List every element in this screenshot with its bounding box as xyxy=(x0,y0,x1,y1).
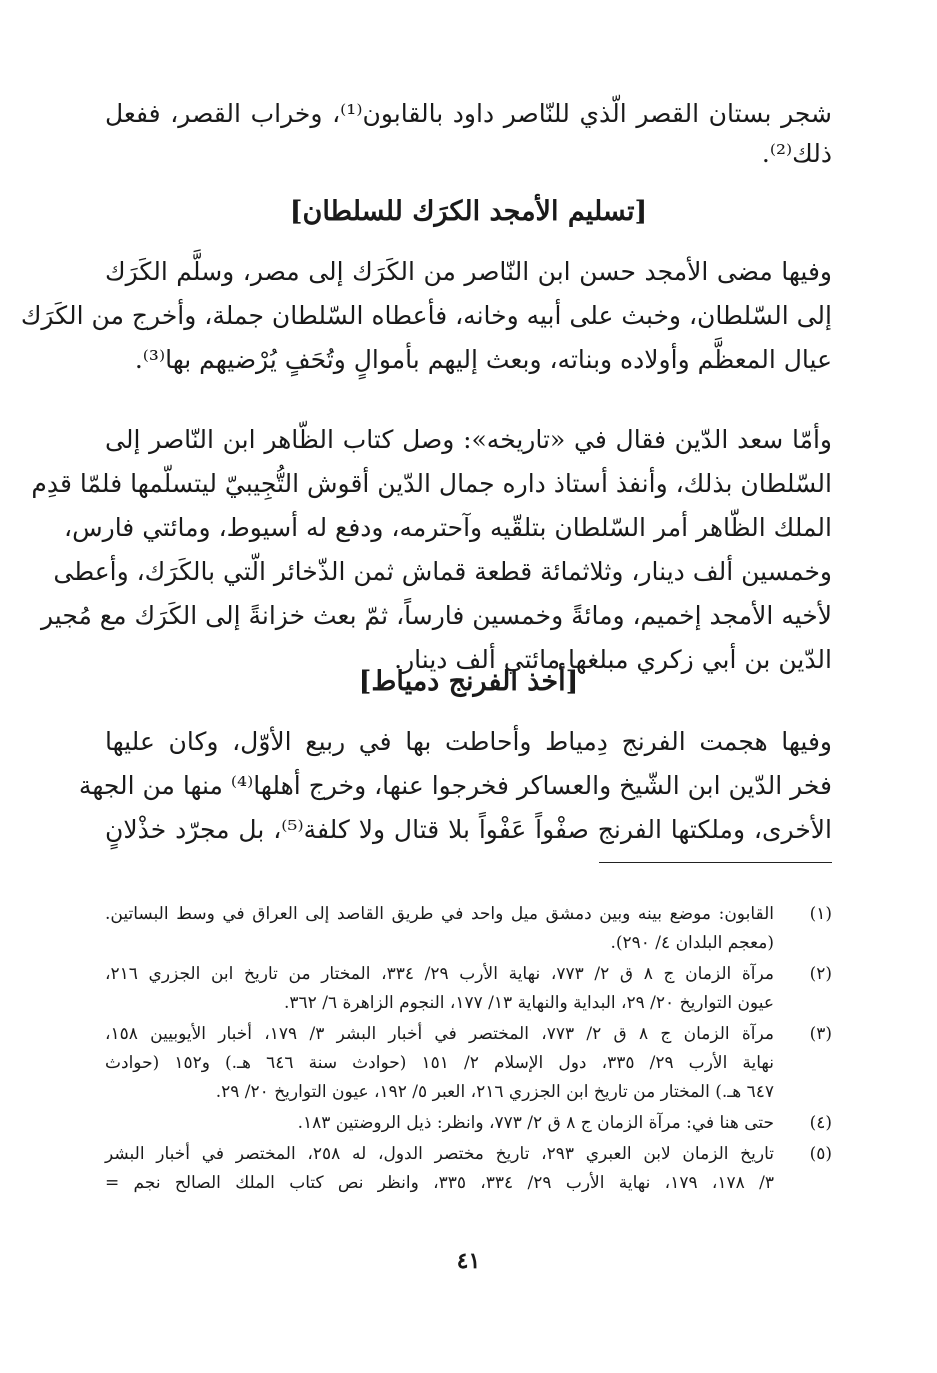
body-line: الأخرى، وملكتها الفرنج صفْواً عَفْواً بلا قتال ولا كلفة⁽⁵⁾، بل مجرّد خذْلانٍ xyxy=(105,815,832,844)
footnote-separator xyxy=(599,862,832,863)
section-heading: [أخذ الفرنج دمياط] xyxy=(358,666,579,697)
footnotes xyxy=(105,900,832,1210)
footnote-line: القابون: موضع بينه وبين دمشق ميل واحد في طريق القاصد إلى العراق في وسط البساتين. xyxy=(105,904,774,924)
body-line: شجر بستان القصر الّذي للنّاصر داود بالقابون⁽¹⁾، وخراب القصر، ففعل xyxy=(105,99,832,128)
body-line: وأمّا سعد الدّين فقال في «تاريخه»: وصل كتاب الظّاهر ابن النّاصر إلى xyxy=(105,425,832,454)
section-heading: [تسليم الأمجد الكرَك للسلطان] xyxy=(289,196,648,227)
body-line: وفيها هجمت الفرنج دِمياط وأحاطت بها في ربيع الأوّل، وكان عليها xyxy=(105,727,832,756)
footnote-line: عيون التواريخ ٢٠/ ٢٩، البداية والنهاية ١٣/ ١٧٧، النجوم الزاهرة ٦/ ٣٦٢. xyxy=(284,993,774,1013)
body-line: فخر الدّين ابن الشّيخ والعساكر فخرجوا عنها، وخرج أهلها⁽⁴⁾ منها من الجهة xyxy=(78,771,832,800)
footnote-3-cont xyxy=(105,1049,832,1078)
footnote-line: مرآة الزمان ج ٨ ق ٢/ ٧٧٣، المختصر في أخبار البشر ٣/ ١٧٩، أخبار الأيوبيين ١٥٨، xyxy=(105,1024,775,1044)
body-line: لأخيه الأمجد إخميم، ومائةً وخمسين فارساً، ثمّ بعث خزانةً إلى الكَرَك مع مُجير xyxy=(40,601,832,630)
footnote-line: ٦٤٧ هـ.) المختار من تاريخ ابن الجزري ٢١٦، العبر ٥/ ١٩٢، عيون التواريخ ٢٠/ ٢٩. xyxy=(215,1082,774,1102)
body-line: السّلطان بذلك، وأنفذ أستاذ داره جمال الدّين أقوش التُّجِيبيّ ليتسلّمها فلمّا قدِم xyxy=(31,469,832,498)
footnote-number: (١) xyxy=(809,904,832,924)
footnote-number: (٢) xyxy=(809,964,832,984)
page-number: ٤١ xyxy=(456,1248,481,1274)
footnote-4 xyxy=(105,1109,832,1138)
footnote-number: (٥) xyxy=(809,1144,832,1164)
body-line: وخمسين ألف دينار، وثلاثمائة قطعة قماش ثمن الذّخائر الّتي بالكَرَك، وأعطى xyxy=(53,557,832,586)
body-line: إلى السّلطان، وخبث على أبيه وخانه، فأعطاه السّلطان جملة، وأخرج من الكَرَك xyxy=(20,301,832,330)
footnote-line: مرآة الزمان ج ٨ ق ٢/ ٧٧٣، نهاية الأرب ٢٩/ ٣٣٤، المختار من تاريخ ابن الجزري ٢١٦، xyxy=(105,964,774,984)
body-line: ذلك⁽²⁾. xyxy=(761,139,832,168)
body-line: الدّين بن أبي زكري مبلغها مائتي ألف دينار. xyxy=(394,645,832,674)
footnote-number: (٤) xyxy=(809,1113,832,1133)
footnote-line: نهاية الأرب ٢٩/ ٣٣٥، دول الإسلام ٢/ ١٥١ (حوادث سنة ٦٤٦ هـ.) و١٥٢ (حوادث xyxy=(105,1053,774,1073)
footnote-number: (٣) xyxy=(809,1024,832,1044)
body-line: الملك الظّاهر أمر السّلطان بتلقّيه وآحترمه، ودفع له أسيوط، ومائتي فارس، xyxy=(64,513,832,542)
footnote-3 xyxy=(105,1020,832,1049)
footnote-5-cont xyxy=(105,1169,832,1198)
footnote-line: (معجم البلدان ٤/ ٢٩٠). xyxy=(610,933,774,953)
footnote-1 xyxy=(105,900,832,929)
footnote-1-cont xyxy=(105,929,832,958)
footnote-5 xyxy=(105,1140,832,1169)
footnote-2-cont xyxy=(105,989,832,1018)
footnote-3-cont xyxy=(105,1078,832,1107)
footnote-2 xyxy=(105,960,832,989)
body-line: وفيها مضى الأمجد حسن ابن النّاصر من الكَرَك إلى مصر، وسلَّم الكَرَك xyxy=(105,257,832,286)
body-line: عيال المعظَّم وأولاده وبناته، وبعث إليهم بأموالٍ وتُحَفٍ يُرْضيهم بها⁽³⁾. xyxy=(134,345,832,374)
footnote-line: ٣/ ١٧٨، ١٧٩، نهاية الأرب ٢٩/ ٣٣٤، ٣٣٥، وانظر نص كتاب الملك الصالح نجم = xyxy=(105,1173,774,1193)
footnote-line: حتى هنا في: مرآة الزمان ج ٨ ق ٢/ ٧٧٣، وانظر: ذيل الروضتين ١٨٣. xyxy=(297,1113,774,1133)
footnote-line: تاريخ الزمان لابن العبري ٢٩٣، تاريخ مختصر الدول، له ٢٥٨، المختصر في أخبار البشر xyxy=(105,1144,775,1164)
